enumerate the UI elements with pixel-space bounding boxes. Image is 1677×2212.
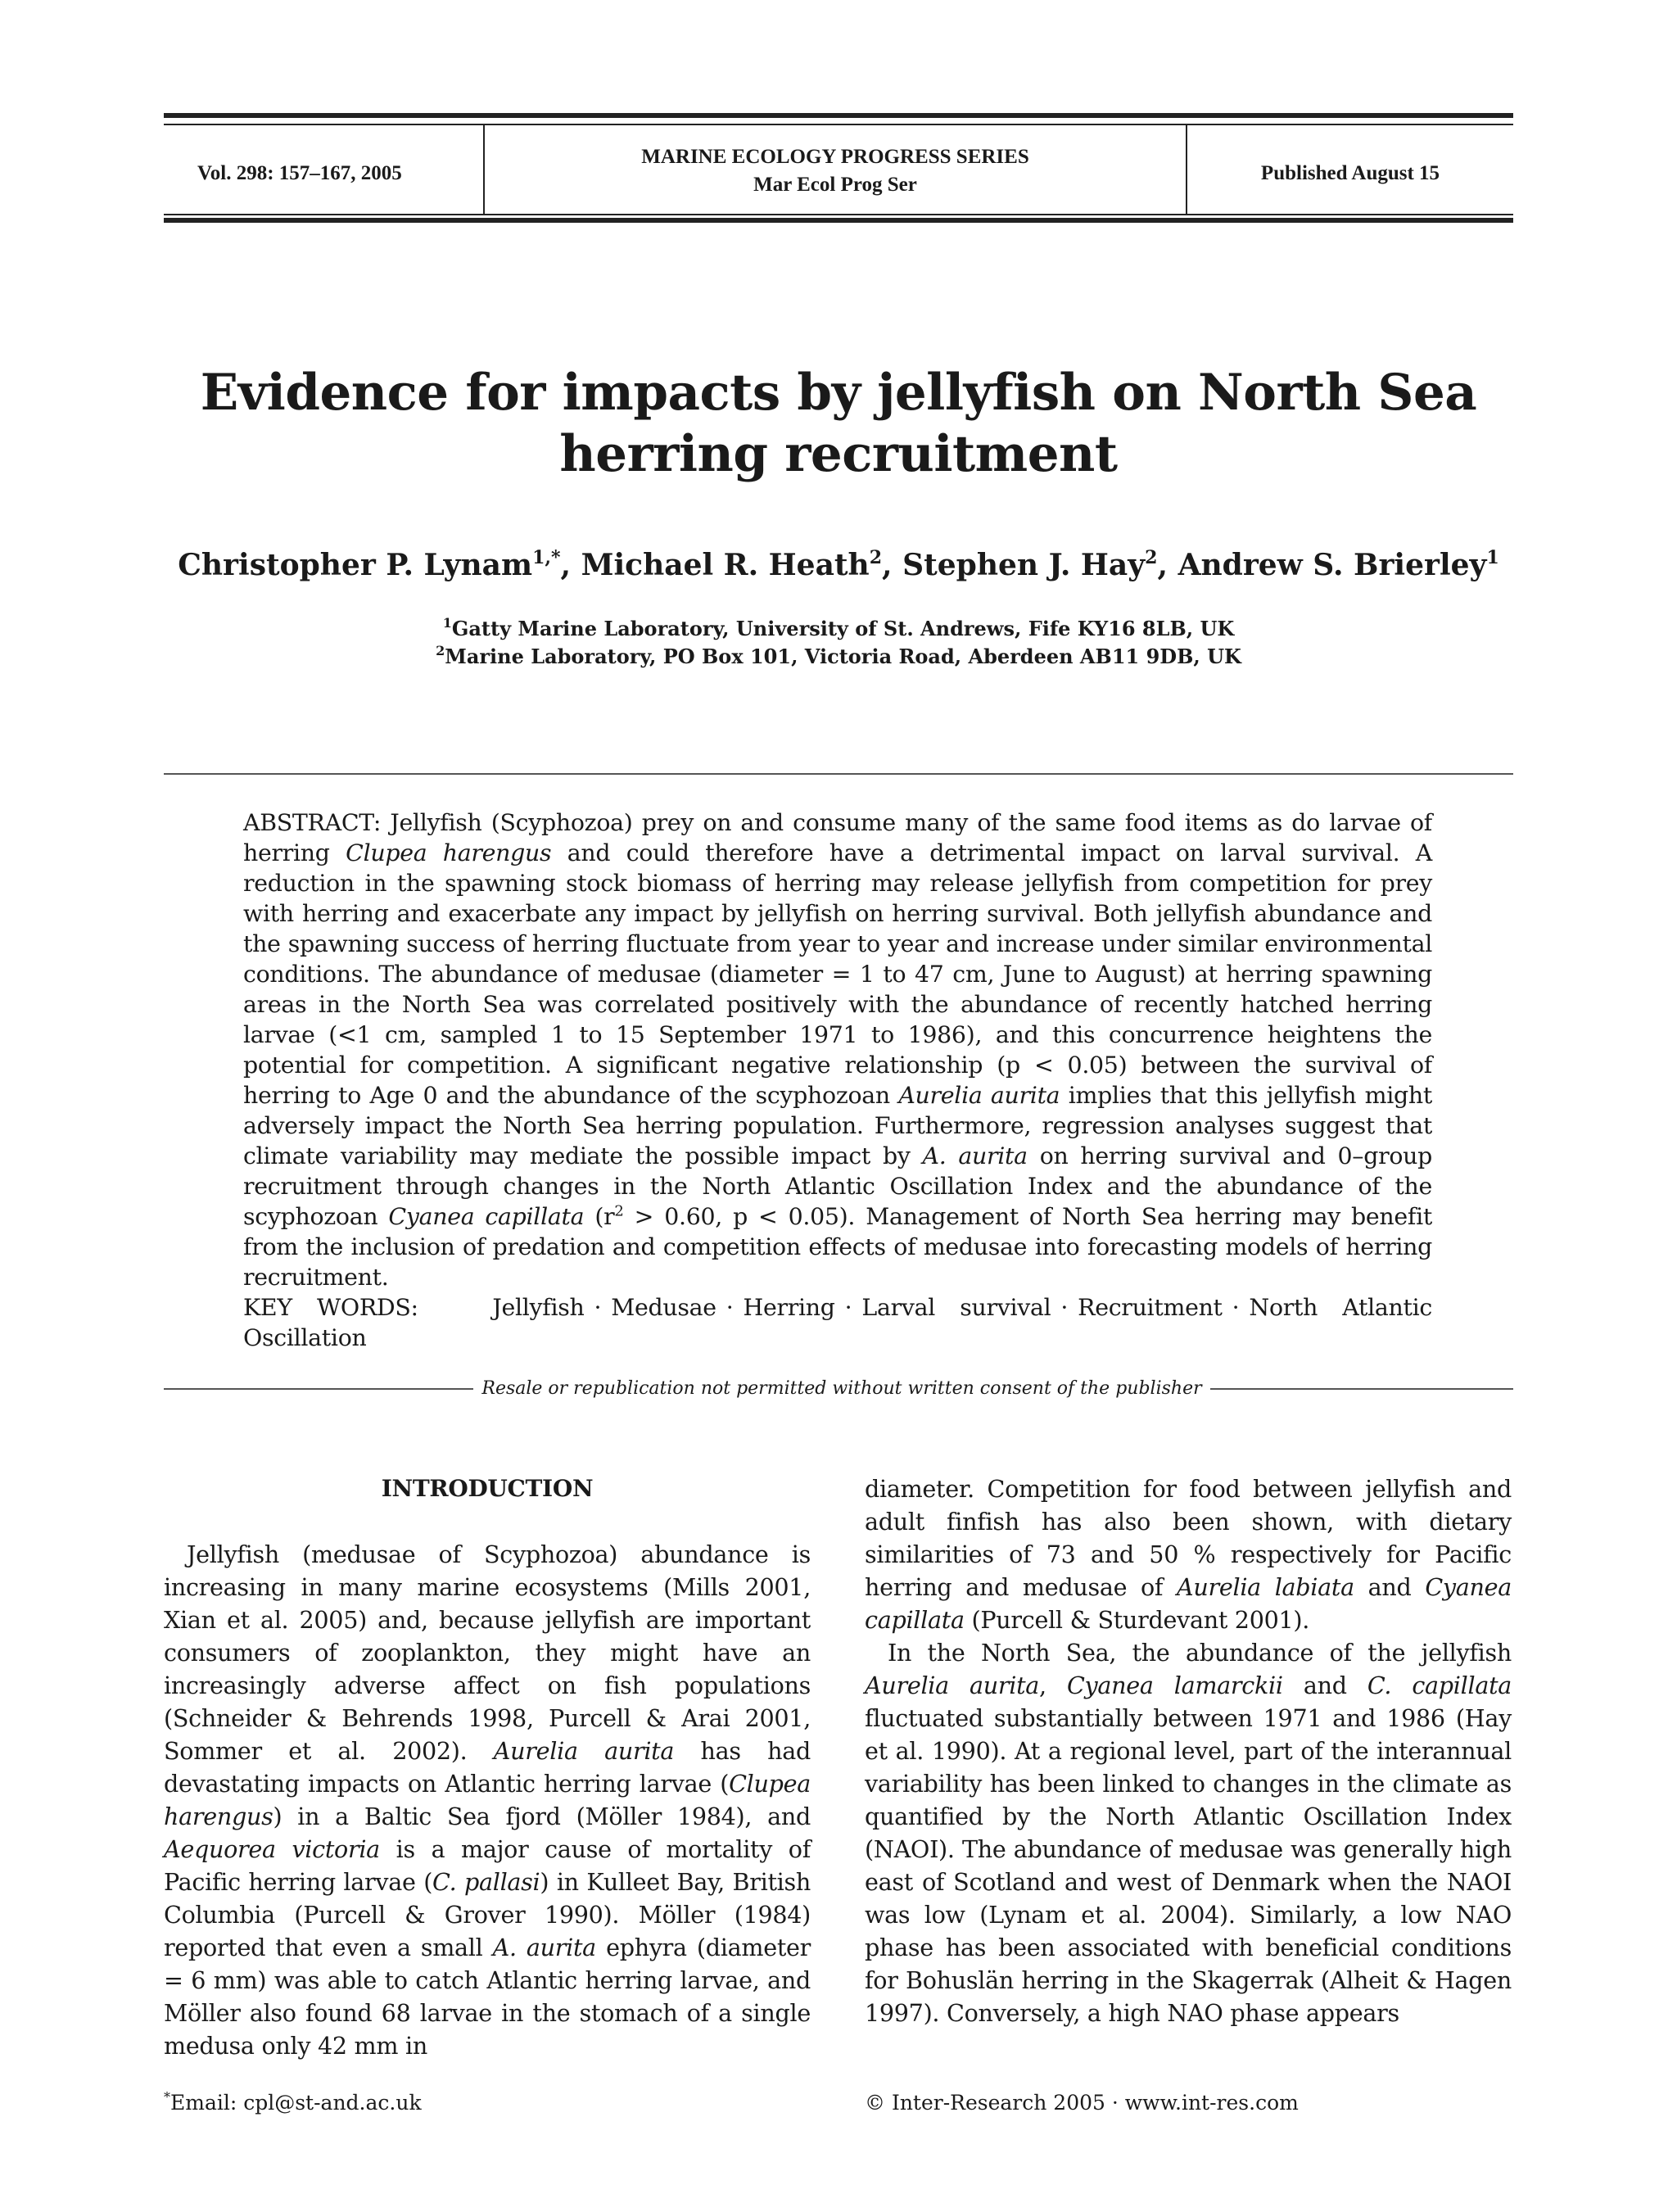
superscript: 2 — [614, 1202, 624, 1220]
body-column-right — [865, 1472, 1512, 2029]
species-name: C. capillata — [1367, 1671, 1512, 1699]
resale-rule-right — [1210, 1388, 1513, 1390]
body-text: In the North Sea, the abundance of the jellyfish — [888, 1639, 1512, 1667]
keyword-separator: · — [594, 1294, 602, 1321]
species-name: Clupea harengus — [346, 839, 552, 866]
journal-name-block — [485, 143, 1186, 199]
species-name: Aurelia aurita — [493, 1737, 675, 1765]
article-title — [164, 362, 1513, 485]
affiliation-number: 2 — [436, 643, 445, 658]
body-text: , — [1039, 1671, 1067, 1699]
volume-info: Vol. 298: 157–167, 2005 — [197, 162, 402, 184]
abstract-text: implies that this jellyfish might adversely impact the North Sea herring population. Furthermore, regression analyses suggest that climate variability may mediate the possible impact by — [243, 1082, 1432, 1169]
header-bottom-rule-thin — [164, 214, 1513, 215]
body-text: ephyra (diameter = 6 mm) was able to catch Atlantic herring larvae, and Möller also found 68 larvae in the stomach of a single medusa only 42 mm in — [164, 1934, 811, 2060]
keyword-item: Jellyfish — [492, 1294, 585, 1321]
body-text: is a major cause of mortality of Pacific herring larvae ( — [164, 1835, 811, 1896]
body-text: ) in Kulleet Bay, British Columbia (Purcell & Grover 1990). Möller (1984) reported that even a small — [164, 1868, 811, 1961]
abstract-text: (r — [584, 1203, 615, 1230]
body-text: and — [1354, 1573, 1426, 1601]
corresponding-email — [164, 2089, 422, 2117]
species-name: Cyanea capillata — [865, 1573, 1512, 1634]
author-name: Christopher P. Lynam — [178, 548, 533, 582]
abstract-text: > 0.60, p < 0.05). Management of North Sea herring may benefit from the inclusion of predation and competition effects of medusae into forecasting models of herring recruitment. — [243, 1203, 1432, 1291]
species-name: Aurelia aurita — [865, 1671, 1040, 1699]
affiliation-2 — [164, 644, 1513, 670]
body-text: fluctuated substantially between 1971 and 1986 (Hay et al. 1990). At a regional level, part of the interannual variability has been linked to changes in the climate as quantified by the North Atlantic Oscillation Index (NAOI). The abundance of medusae was generally high east of Scotland and west of Denmark when the NAOI was low (Lynam et al. 2004). Similarly, a low NAO phase has been associated with beneficial conditions for Bohuslän herring in the Skagerrak (Alheit & Hagen 1997). Conversely, a high NAO phase appears — [865, 1704, 1512, 2027]
keyword-separator: · — [1232, 1294, 1240, 1321]
keyword-item: Medusae — [611, 1294, 716, 1321]
body-text: and — [1282, 1671, 1367, 1699]
body-column-left — [164, 1472, 811, 2062]
body-paragraph — [865, 1636, 1512, 2029]
body-text: diameter. Competition for food between jellyfish and adult finfish has also been shown, with dietary similarities of 73 and 50 % respectively for Pacific herring and medusae of — [865, 1475, 1512, 1601]
article-title-line2: herring recruitment — [559, 425, 1118, 483]
keyword-item: Herring — [743, 1294, 835, 1321]
body-text: Jellyfish (medusae of Scyphozoa) abundance is increasing in many marine ecosystems (Mills 2001, Xian et al. 2005) and, because jellyfish are important consumers of zooplankton, they might have an increasingly adverse affect on fish populations (Schneider & Behrends 1998, Purcell & Arai 2001, Sommer et al. 2002). — [164, 1540, 811, 1765]
author-affiliation-mark: 2 — [869, 547, 883, 568]
keyword-item: Recruitment — [1078, 1294, 1223, 1321]
body-paragraph — [865, 1472, 1512, 1636]
species-name: Cyanea lamarckii — [1066, 1671, 1283, 1699]
keyword-item: Larval survival — [861, 1294, 1051, 1321]
copyright-notice: © Inter-Research 2005 · www.int-res.com — [865, 2091, 1299, 2115]
keywords-label: KEY WORDS: — [243, 1294, 418, 1321]
body-text: (Purcell & Sturdevant 2001). — [964, 1606, 1310, 1634]
author-affiliation-mark: 2 — [1145, 547, 1158, 568]
body-text: ) in a Baltic Sea fjord (Möller 1984), and — [273, 1803, 811, 1830]
resale-rule-left — [164, 1388, 473, 1390]
header-top-rule — [164, 113, 1513, 118]
affiliation-text: Gatty Marine Laboratory, University of St. Andrews, Fife KY16 8LB, UK — [451, 617, 1235, 640]
affiliation-number: 1 — [442, 615, 452, 631]
resale-notice — [164, 1373, 1513, 1405]
keywords — [243, 1292, 1432, 1353]
abstract-text: ABSTRACT: Jellyfish (Scyphozoa) prey on and consume many of the same food items as do larvae of herring — [243, 809, 1432, 866]
author-separator: , — [1157, 548, 1178, 582]
email-text: Email: cpl@st-and.ac.uk — [170, 2091, 422, 2115]
abstract-text: and could therefore have a detrimental impact on larval survival. A reduction in the spawning stock biomass of herring may release jellyfish from competition for prey with herring and exacerbate any impact by jellyfish on herring survival. Both jellyfish abundance and the spawning success of herring fluctuate from year to year and increase under similar environmental conditions. The abundance of medusae (diameter = 1 to 47 cm, June to August) at herring spawning areas in the North Sea was correlated positively with the abundance of recently hatched herring larvae (<1 cm, sampled 1 to 15 September 1971 to 1986), and this concurrence heightens the potential for competition. A significant negative relationship (p < 0.05) between the survival of herring to Age 0 and the abundance of the scyphozoan — [243, 839, 1432, 1109]
author-separator: , — [882, 548, 903, 582]
species-name: Cyanea capillata — [388, 1203, 585, 1230]
keyword-separator: · — [725, 1294, 734, 1321]
section-heading: INTRODUCTION — [381, 1475, 594, 1502]
body-text: has had devastating impacts on Atlantic herring larvae ( — [164, 1737, 811, 1798]
species-name: Aurelia aurita — [898, 1082, 1060, 1109]
affiliation-text: Marine Laboratory, PO Box 101, Victoria Road, Aberdeen AB11 9DB, UK — [445, 645, 1241, 668]
keyword-item: North Atlantic Oscillation — [243, 1294, 1432, 1351]
author-affiliation-mark: 1,* — [532, 547, 561, 568]
resale-text: Resale or republication not permitted without written consent of the publisher — [481, 1378, 1202, 1399]
author-list — [164, 545, 1513, 585]
species-name: Clupea harengus — [164, 1770, 811, 1830]
species-name: Aurelia labiata — [1177, 1573, 1354, 1601]
author-name: Stephen J. Hay — [902, 548, 1146, 582]
body-paragraph — [164, 1538, 811, 2062]
author-name: Michael R. Heath — [581, 548, 870, 582]
header-top-rule-thin — [164, 124, 1513, 125]
keyword-separator: · — [844, 1294, 852, 1321]
journal-name: MARINE ECOLOGY PROGRESS SERIES — [641, 146, 1029, 168]
species-name: C. pallasi — [432, 1868, 540, 1896]
journal-abbrev: Mar Ecol Prog Ser — [753, 174, 917, 196]
keyword-separator: · — [1060, 1294, 1069, 1321]
author-name: Andrew S. Brierley — [1178, 548, 1487, 582]
footnote-mark: * — [164, 2089, 170, 2105]
species-name: A. aurita — [922, 1142, 1028, 1169]
abstract-top-rule — [164, 773, 1513, 775]
species-name: Aequorea victoria — [164, 1835, 380, 1863]
affiliation-1 — [164, 616, 1513, 642]
author-affiliation-mark: 1 — [1486, 547, 1499, 568]
abstract-text: on herring survival and 0–group recruitment through changes in the North Atlantic Oscillation Index and the abundance of the scyphozoan — [243, 1142, 1432, 1230]
header-bottom-rule — [164, 218, 1513, 223]
article-title-line1: Evidence for impacts by jellyfish on North Sea — [200, 364, 1477, 422]
species-name: A. aurita — [492, 1934, 596, 1961]
abstract — [243, 807, 1432, 1292]
author-separator: , — [560, 548, 581, 582]
publication-date: Published August 15 — [1260, 162, 1440, 184]
